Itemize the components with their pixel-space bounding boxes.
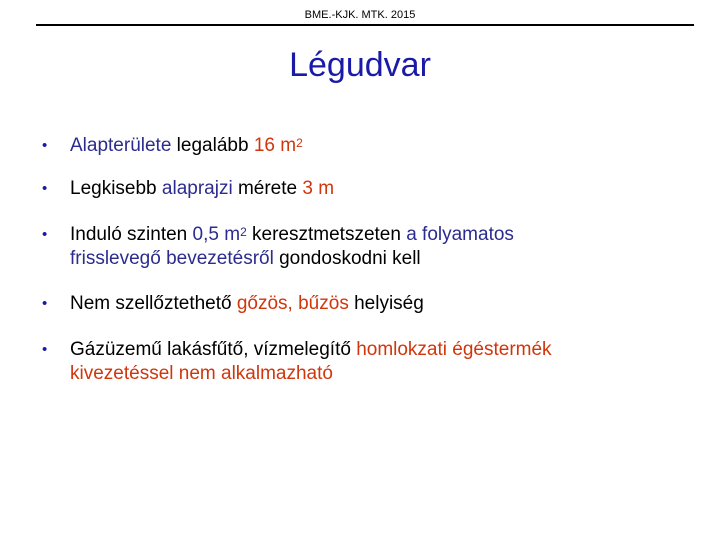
bullet-value: 3 m — [302, 178, 335, 199]
bullet-superscript: 2 — [296, 136, 303, 150]
bullet-item — [42, 177, 334, 201]
bullet-text: kivezetéssel nem alkalmazható — [70, 363, 333, 384]
bullet-text: alaprajzi — [161, 178, 233, 199]
bullet-item — [42, 292, 424, 316]
header-text: BME.-KJK. MTK. 2015 — [304, 9, 416, 21]
bullet-item — [42, 338, 552, 386]
bullet-value: 16 m — [253, 135, 297, 156]
bullet-text: homlokzati égéstermék — [356, 339, 552, 360]
bullet-text: legalább — [171, 135, 254, 156]
bullet-text: gőzös, bűzös — [236, 293, 349, 314]
bullet-item — [42, 134, 303, 158]
bullet-text: Alapterülete — [70, 135, 172, 156]
bullet-dot: • — [42, 295, 48, 312]
bullet-dot: • — [42, 180, 48, 197]
bullet-item — [42, 223, 514, 271]
bullet-text: gondoskodni kell — [273, 248, 421, 269]
bullet-superscript: 2 — [240, 225, 247, 239]
bullet-text: mérete — [232, 178, 303, 199]
bullet-text: Induló szinten — [70, 224, 193, 245]
bullet-text: keresztmetszeten — [246, 224, 407, 245]
bullet-text: Gázüzemű lakásfűtő, vízmelegítő — [70, 339, 357, 360]
slide-title: Légudvar — [289, 46, 431, 84]
bullet-text: Nem szellőztethető — [70, 293, 237, 314]
bullet-dot: • — [42, 341, 48, 358]
header-divider — [36, 24, 694, 26]
bullet-dot: • — [42, 226, 48, 243]
bullet-text: helyiség — [348, 293, 424, 314]
bullet-text: a folyamatos — [406, 224, 514, 245]
bullet-dot: • — [42, 137, 48, 154]
bullet-text: frisslevegő bevezetésről — [70, 248, 274, 269]
bullet-value: 0,5 m — [192, 224, 241, 245]
bullet-text: Legkisebb — [70, 178, 162, 199]
